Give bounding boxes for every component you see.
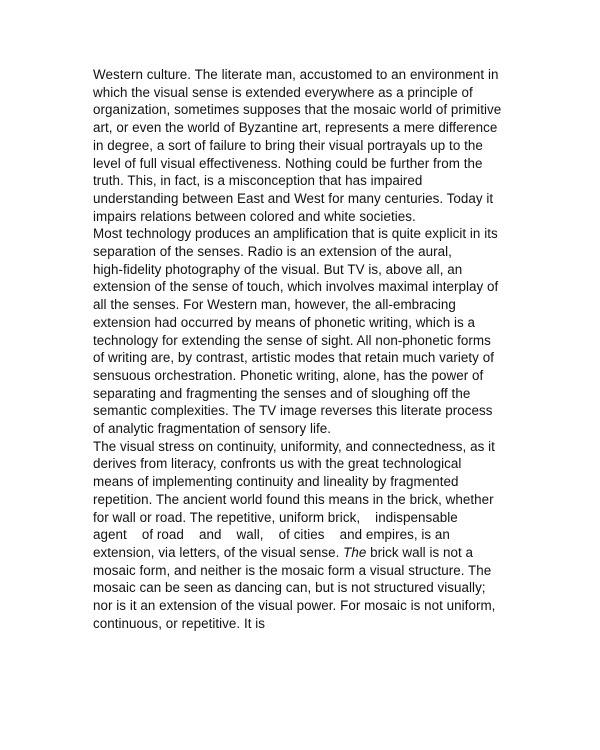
text-line: extension of the sense of touch, which involves maximal interplay of bbox=[93, 279, 499, 295]
text-line: impairs relations between colored and white societies. bbox=[93, 208, 416, 224]
text-line: mosaic can be seen as dancing can, but is not structured visually; bbox=[93, 580, 486, 596]
text-line: all the senses. For Western man, however, the all-embracing bbox=[93, 297, 456, 313]
text-line: in degree, a sort of failure to bring their visual portrayals up to the bbox=[93, 137, 483, 153]
text-line: separation of the senses. Radio is an extension of the aural, bbox=[93, 244, 452, 260]
text-line: sensuous orchestration. Phonetic writing, alone, has the power of bbox=[93, 367, 484, 383]
text-line: truth. This, in fact, is a misconception that has impaired bbox=[93, 173, 423, 189]
text-line: Western culture. The literate man, accustomed to an environment in bbox=[93, 67, 499, 82]
text-line: The visual stress on continuity, uniformity, and connectedness, as it bbox=[93, 438, 495, 454]
text-line: of writing are, by contrast, artistic modes that retain much variety of bbox=[93, 350, 494, 366]
text-line: understanding between East and West for many centuries. Today it bbox=[93, 190, 494, 206]
text-line: level of full visual effectiveness. Nothing could be further from the bbox=[93, 155, 483, 171]
text-line: derives from literacy, confronts us with the great technological bbox=[93, 456, 462, 472]
text-segment: extension, via letters, of the visual sense. bbox=[93, 544, 344, 560]
text-line: extension had occurred by means of phonetic writing, which is a bbox=[93, 314, 476, 330]
text-line: semantic complexities. The TV image reverses this literate process bbox=[93, 403, 493, 419]
text-line: Most technology produces an amplification that is quite explicit in its bbox=[93, 226, 498, 242]
text-line-mixed bbox=[93, 544, 523, 562]
text-line: organization, sometimes supposes that the mosaic world of primitive bbox=[93, 102, 502, 118]
body-text bbox=[93, 66, 523, 633]
text-line: technology for extending the sense of sight. All non-phonetic forms bbox=[93, 332, 491, 348]
text-segment: brick wall is not a bbox=[366, 544, 474, 560]
text-line: means of implementing continuity and lineality by fragmented bbox=[93, 474, 459, 490]
text-line: high-fidelity photography of the visual. But TV is, above all, an bbox=[93, 261, 463, 277]
text-line: which the visual sense is extended everywhere as a principle of bbox=[93, 84, 473, 100]
text-line: repetition. The ancient world found this means in the brick, whether bbox=[93, 491, 494, 507]
text-line: for wall or road. The repetitive, uniform brick, indispensable bbox=[93, 509, 458, 525]
text-line: continuous, or repetitive. It is bbox=[93, 615, 266, 631]
text-line: art, or even the world of Byzantine art, represents a mere difference bbox=[93, 120, 498, 136]
text-line: mosaic form, and neither is the mosaic form a visual structure. The bbox=[93, 562, 492, 578]
text-line: separating and fragmenting the senses and of sloughing off the bbox=[93, 385, 471, 401]
text-line: agent of road and wall, of cities and empires, is an bbox=[93, 527, 450, 543]
text-line: nor is it an extension of the visual power. For mosaic is not uniform, bbox=[93, 598, 496, 614]
text-line: of analytic fragmentation of sensory life. bbox=[93, 421, 332, 437]
italic-word: The bbox=[343, 544, 367, 560]
